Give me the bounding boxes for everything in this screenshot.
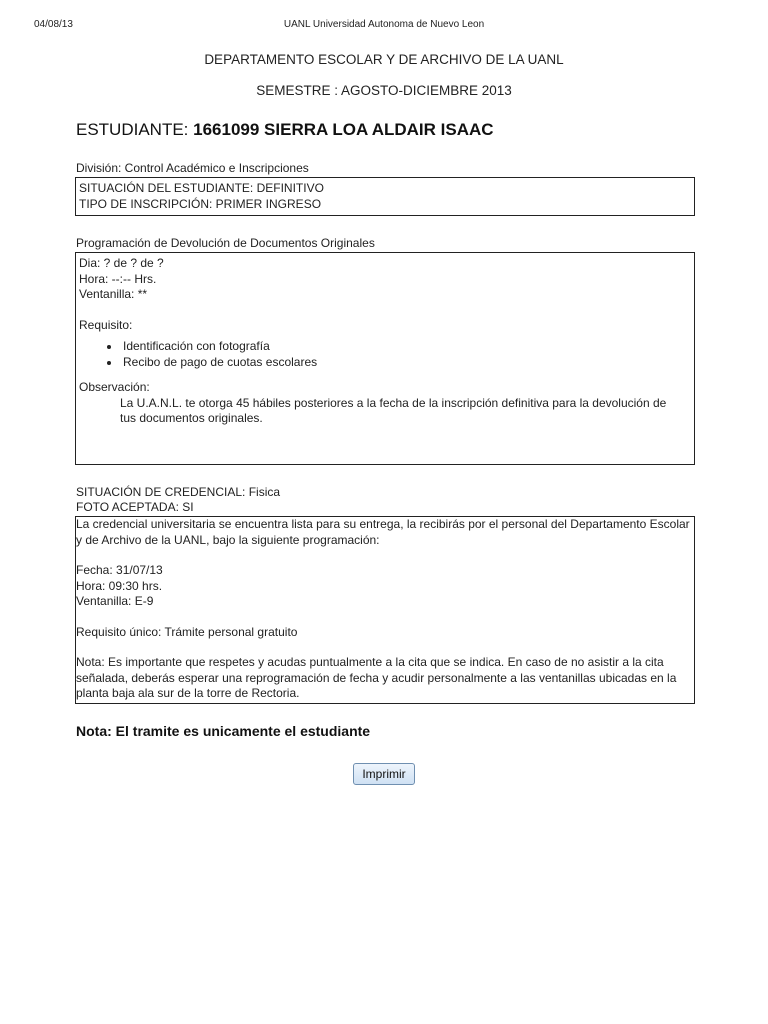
print-site-title: UANL Universidad Autonoma de Nuevo Leon [283, 19, 485, 30]
observacion-label: Observación: [79, 380, 150, 394]
credential-box [75, 516, 695, 704]
print-button[interactable]: Imprimir [353, 763, 415, 785]
student-name: 1661099 SIERRA LOA ALDAIR ISAAC [193, 120, 494, 139]
inscription-type: TIPO DE INSCRIPCIÓN: PRIMER INGRESO [79, 196, 322, 211]
student-label: ESTUDIANTE: [76, 120, 189, 139]
department-title: DEPARTAMENTO ESCOLAR Y DE ARCHIVO DE LA UANL [204, 52, 564, 67]
division-box [75, 177, 695, 216]
requisito-list [79, 339, 691, 370]
student-heading [76, 120, 494, 140]
credential-requirement: Requisito único: Trámite personal gratuito [76, 624, 298, 639]
credential-note: Nota: Es importante que respetes y acudas puntualmente a la cita que se indica. En caso de no asistir a la cita señalada, deberás esperar una reprogramación de fecha y acudir personalmente a las ventanillas ubicadas en la planta baja ala sur de la torre de Rectoria. [76, 655, 677, 700]
list-item: • Recibo de pago de cuotas escolares [121, 355, 691, 371]
requisito-label: Requisito: [79, 317, 133, 332]
print-date: 04/08/13 [34, 19, 73, 30]
credential-date: Fecha: 31/07/13 [76, 563, 163, 577]
credential-hour: Hora: 09:30 hrs. [76, 578, 163, 593]
observacion-text: La U.A.N.L. te otorga 45 hábiles posteriores a la fecha de la inscripción definitiva para la devolución de tus documentos originales. [120, 395, 667, 425]
division-label: División: Control Académico e Inscripciones [76, 161, 309, 175]
documents-label: Programación de Devolución de Documentos Originales [76, 236, 375, 250]
documents-window: Ventanilla: ** [79, 287, 148, 301]
credential-window: Ventanilla: E-9 [76, 594, 154, 608]
credential-status: SITUACIÓN DE CREDENCIAL: Fisica [76, 485, 281, 499]
footer-note: Nota: El tramite es unicamente el estudiante [76, 723, 371, 739]
print-header [0, 19, 768, 35]
documents-hour: Hora: --:-- Hrs. [79, 271, 157, 286]
student-situation: SITUACIÓN DEL ESTUDIANTE: DEFINITIVO [79, 181, 324, 195]
list-item: • Identificación con fotografía [121, 339, 691, 355]
documents-day: Dia: ? de ? de ? [79, 256, 164, 270]
photo-accepted: FOTO ACEPTADA: SI [76, 500, 194, 514]
documents-box [75, 252, 695, 465]
semester-title: SEMESTRE : AGOSTO-DICIEMBRE 2013 [256, 83, 512, 98]
credential-intro: La credencial universitaria se encuentra lista para su entrega, la recibirás por el personal del Departamento Escolar y de Archivo de la UANL, bajo la siguiente programación: [76, 517, 690, 547]
